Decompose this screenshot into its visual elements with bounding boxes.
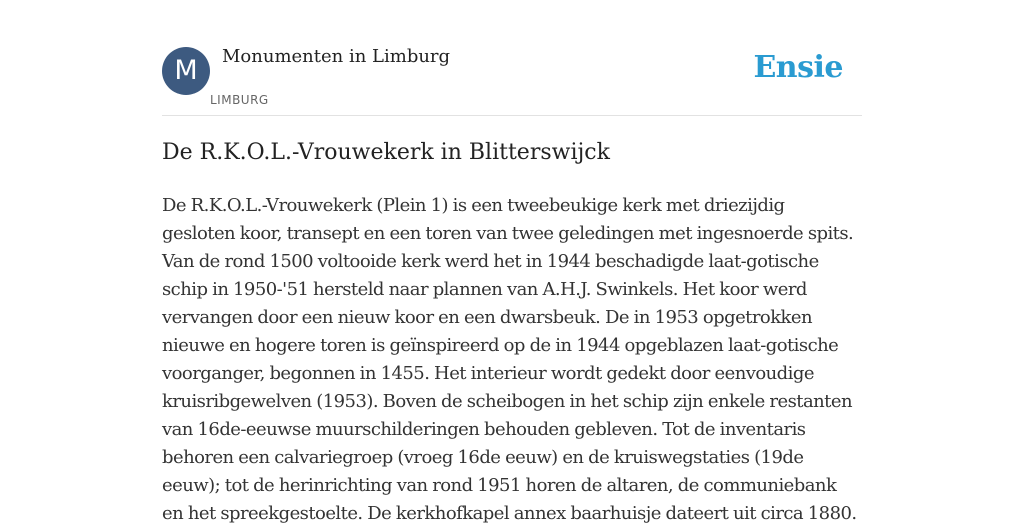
source-avatar[interactable]: M	[162, 47, 210, 95]
source-category-link[interactable]: LIMBURG	[210, 93, 269, 107]
source-title-link[interactable]: Monumenten in Limburg	[222, 46, 451, 67]
article-title: De R.K.O.L.-Vrouwekerk in Blitterswijck	[162, 140, 610, 165]
header	[162, 0, 862, 116]
brand-logo[interactable]: Ensie	[753, 50, 843, 85]
page	[162, 0, 862, 524]
article-body: De R.K.O.L.-Vrouwekerk (Plein 1) is een tweebeukige kerk met driezijdig gesloten koor, transept en een toren van twee geledingen met ingesnoerde spits. Van de rond 1500 voltooide kerk werd het in 1944 beschadigde laat-gotische schip in 1950-'51 hersteld naar plannen van A.H.J. Swinkels. Het koor werd vervangen door een nieuw koor en een dwarsbeuk. De in 1953 opgetrokken nieuwe en hogere toren is geïnspireerd op de in 1944 opgeblazen laat-gotische voorganger, begonnen in 1455. Het interieur wordt gedekt door eenvoudige kruisribgewelven (1953). Boven de scheibogen in het schip zijn enkele restanten van 16de-eeuwse muurschilderingen behouden gebleven. Tot de inventaris behoren een calvariegroep (vroeg 16de eeuw) en de kruiswegstaties (19de eeuw); tot de herinrichting van rond 1951 horen de altaren, de communiebank en het spreekgestoelte. De kerkhofkapel annex baarhuisje dateert uit circa 1880.	[162, 195, 857, 524]
